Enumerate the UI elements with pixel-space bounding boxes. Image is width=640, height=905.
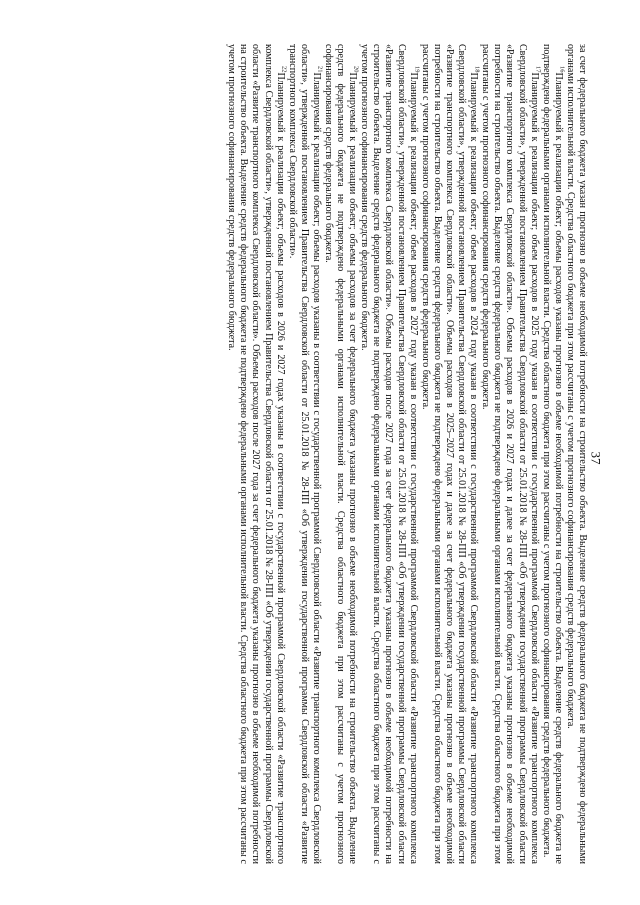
footnote-19 bbox=[358, 44, 421, 864]
footnote-text: Планируемый к реализации объект; объемы расходов указаны прогнозно в объеме необходимой потребности на строительство объекта. Выделение средств федерального бюджета не подтверждено федеральными органами исполнительной власти. Средства областного бюджета при этом рассчитаны с учетом прогнозного софинансирования средств федерального бюджета. bbox=[540, 44, 564, 864]
footnote-mark: 21 bbox=[316, 66, 324, 73]
footnote-22 bbox=[225, 44, 285, 864]
footnote-21 bbox=[286, 44, 322, 864]
footnote-20 bbox=[322, 44, 358, 864]
footnote-mark: 20 bbox=[352, 66, 360, 73]
footnote-mark: 22 bbox=[279, 66, 287, 73]
footnote-text: Планируемый к реализации объект; объем расходов в 2024 году указан в соответствии с государственной программой Свердловской области «Развитие транспортного комплекса Свердловской области», утвержденной постановлением Правительства Свердловской области от 25.01.2018 № 28-ПП «Об утверждении государственной программы Свердловской области «Развитие транспортного комплекса Свердловской области». Объемы расходов в 2025–2027 годах и далее за счет федерального бюджета указаны прогнозно в объеме необходимой потребности на строительство объекта. Выделение средств федерального бюджета не подтверждено федеральными органами исполнительной власти. Средства областного бюджета при этом рассчитаны с учетом прогнозного софинансирования средств федерального бюджета. bbox=[419, 44, 480, 864]
footnote-text: за счет федерального бюджета указан прогнозно в объеме необходимой потребности на строительство объекта. Выделение средств федерального бюджета не подтверждено федеральными органами исполнительной власти. Средства областного бюджета при этом рассчитаны с учетом прогнозного софинансирования средств федерального бюджета. bbox=[564, 44, 588, 864]
footnote-text: Планируемый к реализации объект; объемы расходов указаны в соответствии с государственной программой Свердловской области «Развитие транспортного комплекса Свердловской области», утвержденной постановлением Правительства Свердловской области от 25.01.2018 № 28-ПП «Об утверждении государственной программы Свердловской области «Развитие транспортного комплекса Свердловской области». bbox=[286, 44, 322, 864]
footnote-16 bbox=[540, 44, 564, 864]
footnote-text: Планируемый к реализации объект; объем расходов в 2027 году указан в соответствии с государственной программой Свердловской области «Развитие транспортного комплекса Свердловской области», утвержденной постановлением Правительства Свердловской области от 25.01.2018 № 28-ПП «Об утверждении государственной программы Свердловской области «Развитие транспортного комплекса Свердловской области». Объемы расходов после 2027 года за счет федерального бюджета указаны прогнозно в объеме необходимой потребности на строительство объекта. Выделение средств федерального бюджета не подтверждено федеральными органами исполнительной власти. Средства областного бюджета при этом рассчитаны с учетом прогнозного софинансирования средств федерального бюджета. bbox=[359, 44, 419, 864]
footnote-continuation bbox=[564, 44, 588, 864]
footnote-mark: 18 bbox=[473, 66, 481, 73]
footnote-mark: 19 bbox=[413, 66, 421, 73]
footnotes-block bbox=[78, 44, 588, 864]
footnote-mark: 17 bbox=[533, 66, 541, 73]
footnote-text: Планируемый к реализации объект; объемы расходов за счет федерального бюджета указаны прогнозно в объеме необходимой потребности на строительство объекта. Выделение средств федерального бюджета не подтверждено федеральными органами исполнительной власти. Средства областного бюджета при этом рассчитаны с учетом прогнозного софинансирования средств федерального бюджета. bbox=[323, 44, 359, 864]
footnote-text: Планируемый к реализации объект; объем расходов в 2025 году указан в соответствии с государственной программой Свердловской области «Развитие транспортного комплекса Свердловской области», утвержденной постановлением Правительства Свердловской области от 25.01.2018 № 28-ПП «Об утверждении государственной программы Свердловской области «Развитие транспортного комплекса Свердловской области». Объемы расходов в 2026 и 2027 годах и далее за счет федерального бюджета указаны прогнозно в объеме необходимой потребности на строительство объекта. Выделение средств федерального бюджета не подтверждено федеральными органами исполнительной власти. Средства областного бюджета при этом рассчитаны с учетом прогнозного софинансирования средств федерального бюджета. bbox=[480, 44, 540, 864]
footnote-text: Планируемый к реализации объект; объемы расходов в 2026 и 2027 годах указаны в соответствии с государственной программой Свердловской области «Развитие транспортного комплекса Свердловской области», утвержденной постановлением Правительства Свердловской области от 25.01.2018 № 28-ПП «Об утверждении государственной программы Свердловской области «Развитие транспортного комплекса Свердловской области». Объемы расходов после 2027 года за счет федерального бюджета указаны прогнозно в объеме необходимой потребности на строительство объекта. Выделение средств федерального бюджета не подтверждено федеральными органами исполнительной власти. Средства областного бюджета при этом рассчитаны с учетом прогнозного софинансирования средств федерального бюджета. bbox=[226, 44, 286, 864]
footnote-17 bbox=[479, 44, 539, 864]
footnote-mark: 16 bbox=[558, 66, 566, 73]
footnote-18 bbox=[419, 44, 479, 864]
page-number: 37 bbox=[588, 451, 604, 465]
